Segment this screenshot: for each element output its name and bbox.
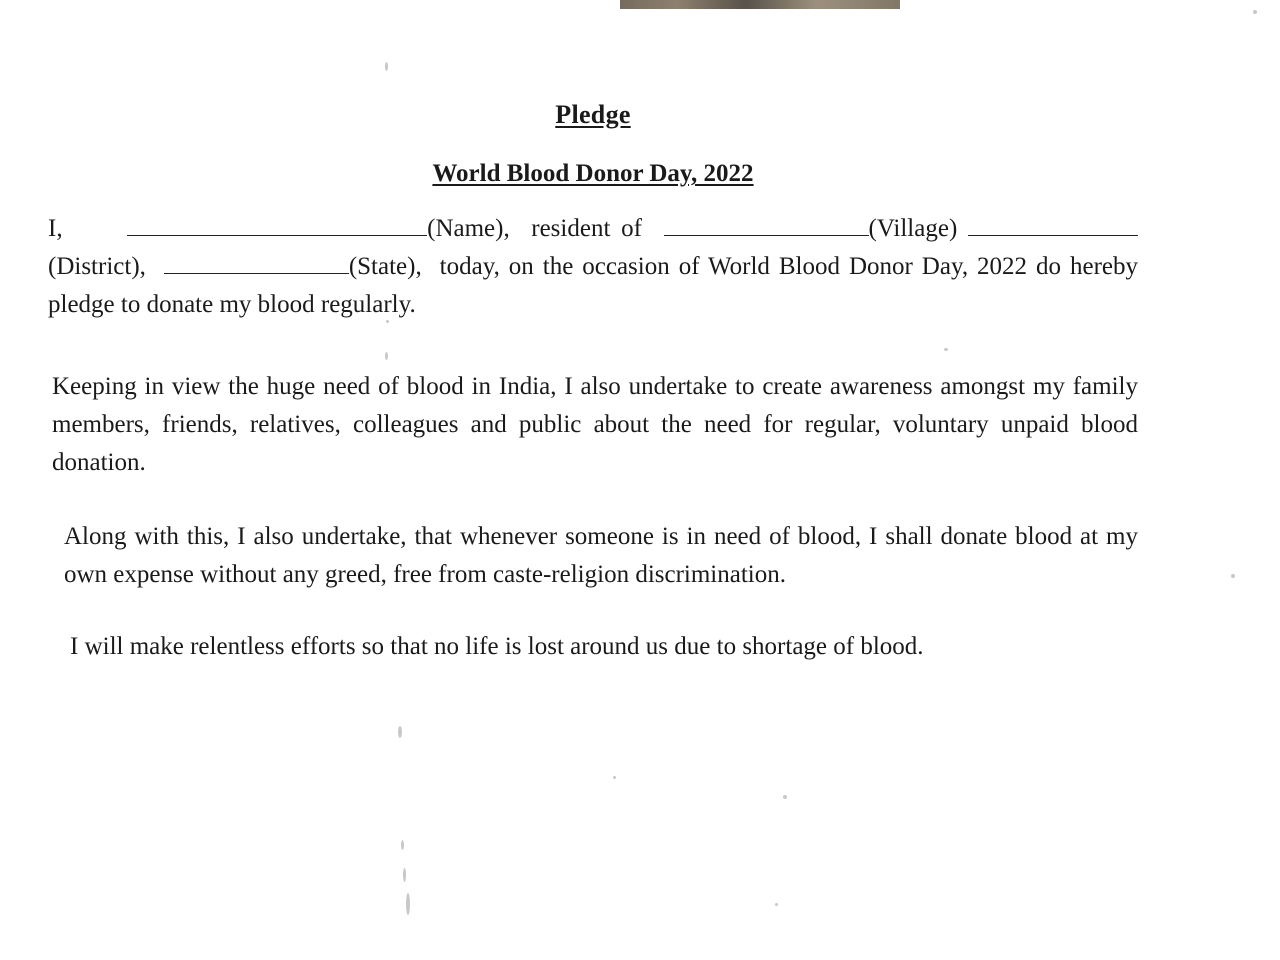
document-body [48, 100, 1138, 666]
district-blank-field[interactable] [968, 211, 1138, 236]
closing-paragraph: I will make relentless efforts so that no life is lost around us due to shortage of blood. [70, 633, 924, 660]
page-subtitle [48, 160, 1138, 188]
resident-of-label: resident of [531, 215, 642, 242]
scan-speck [1253, 10, 1257, 14]
scan-speck [775, 903, 778, 906]
scan-artifact-top-smudge [620, 0, 900, 9]
pledge-statement-paragraph [48, 210, 1138, 324]
donation-commitment-paragraph: Along with this, I also undertake, that whenever someone is in need of blood, I shall donate blood at my own expense without any greed, free from caste-religion discrimination. [64, 523, 1138, 588]
awareness-paragraph: Keeping in view the huge need of blood in India, I also undertake to create awareness amongst my family members, friends, relatives, colleagues and public about the need for regular, voluntary unpaid blood donation. [52, 373, 1138, 476]
scan-speck [398, 726, 402, 738]
scan-speck [401, 840, 404, 850]
scan-speck [783, 795, 787, 799]
village-label: (Village) [868, 215, 958, 242]
pledge-lead-text: I, [48, 215, 63, 242]
district-label: (District), [48, 253, 146, 280]
scan-speck [1231, 574, 1235, 578]
name-label: (Name), [427, 215, 510, 242]
scan-speck [385, 62, 388, 71]
pledge-rest-text: today, on the occasion of World Blood Donor Day, 2022 do hereby pledge to donate my blood regularly. [48, 253, 1138, 318]
scan-speck [403, 868, 406, 882]
state-blank-field[interactable] [164, 249, 349, 274]
page-subtitle-text: World Blood Donor Day, 2022 [432, 160, 754, 187]
page-title [48, 100, 1138, 130]
village-blank-field[interactable] [664, 211, 869, 236]
scan-speck [613, 776, 616, 779]
name-blank-field[interactable] [127, 211, 427, 236]
state-label: (State), [348, 253, 422, 280]
scan-speck [406, 893, 410, 915]
page-title-text: Pledge [555, 100, 631, 129]
